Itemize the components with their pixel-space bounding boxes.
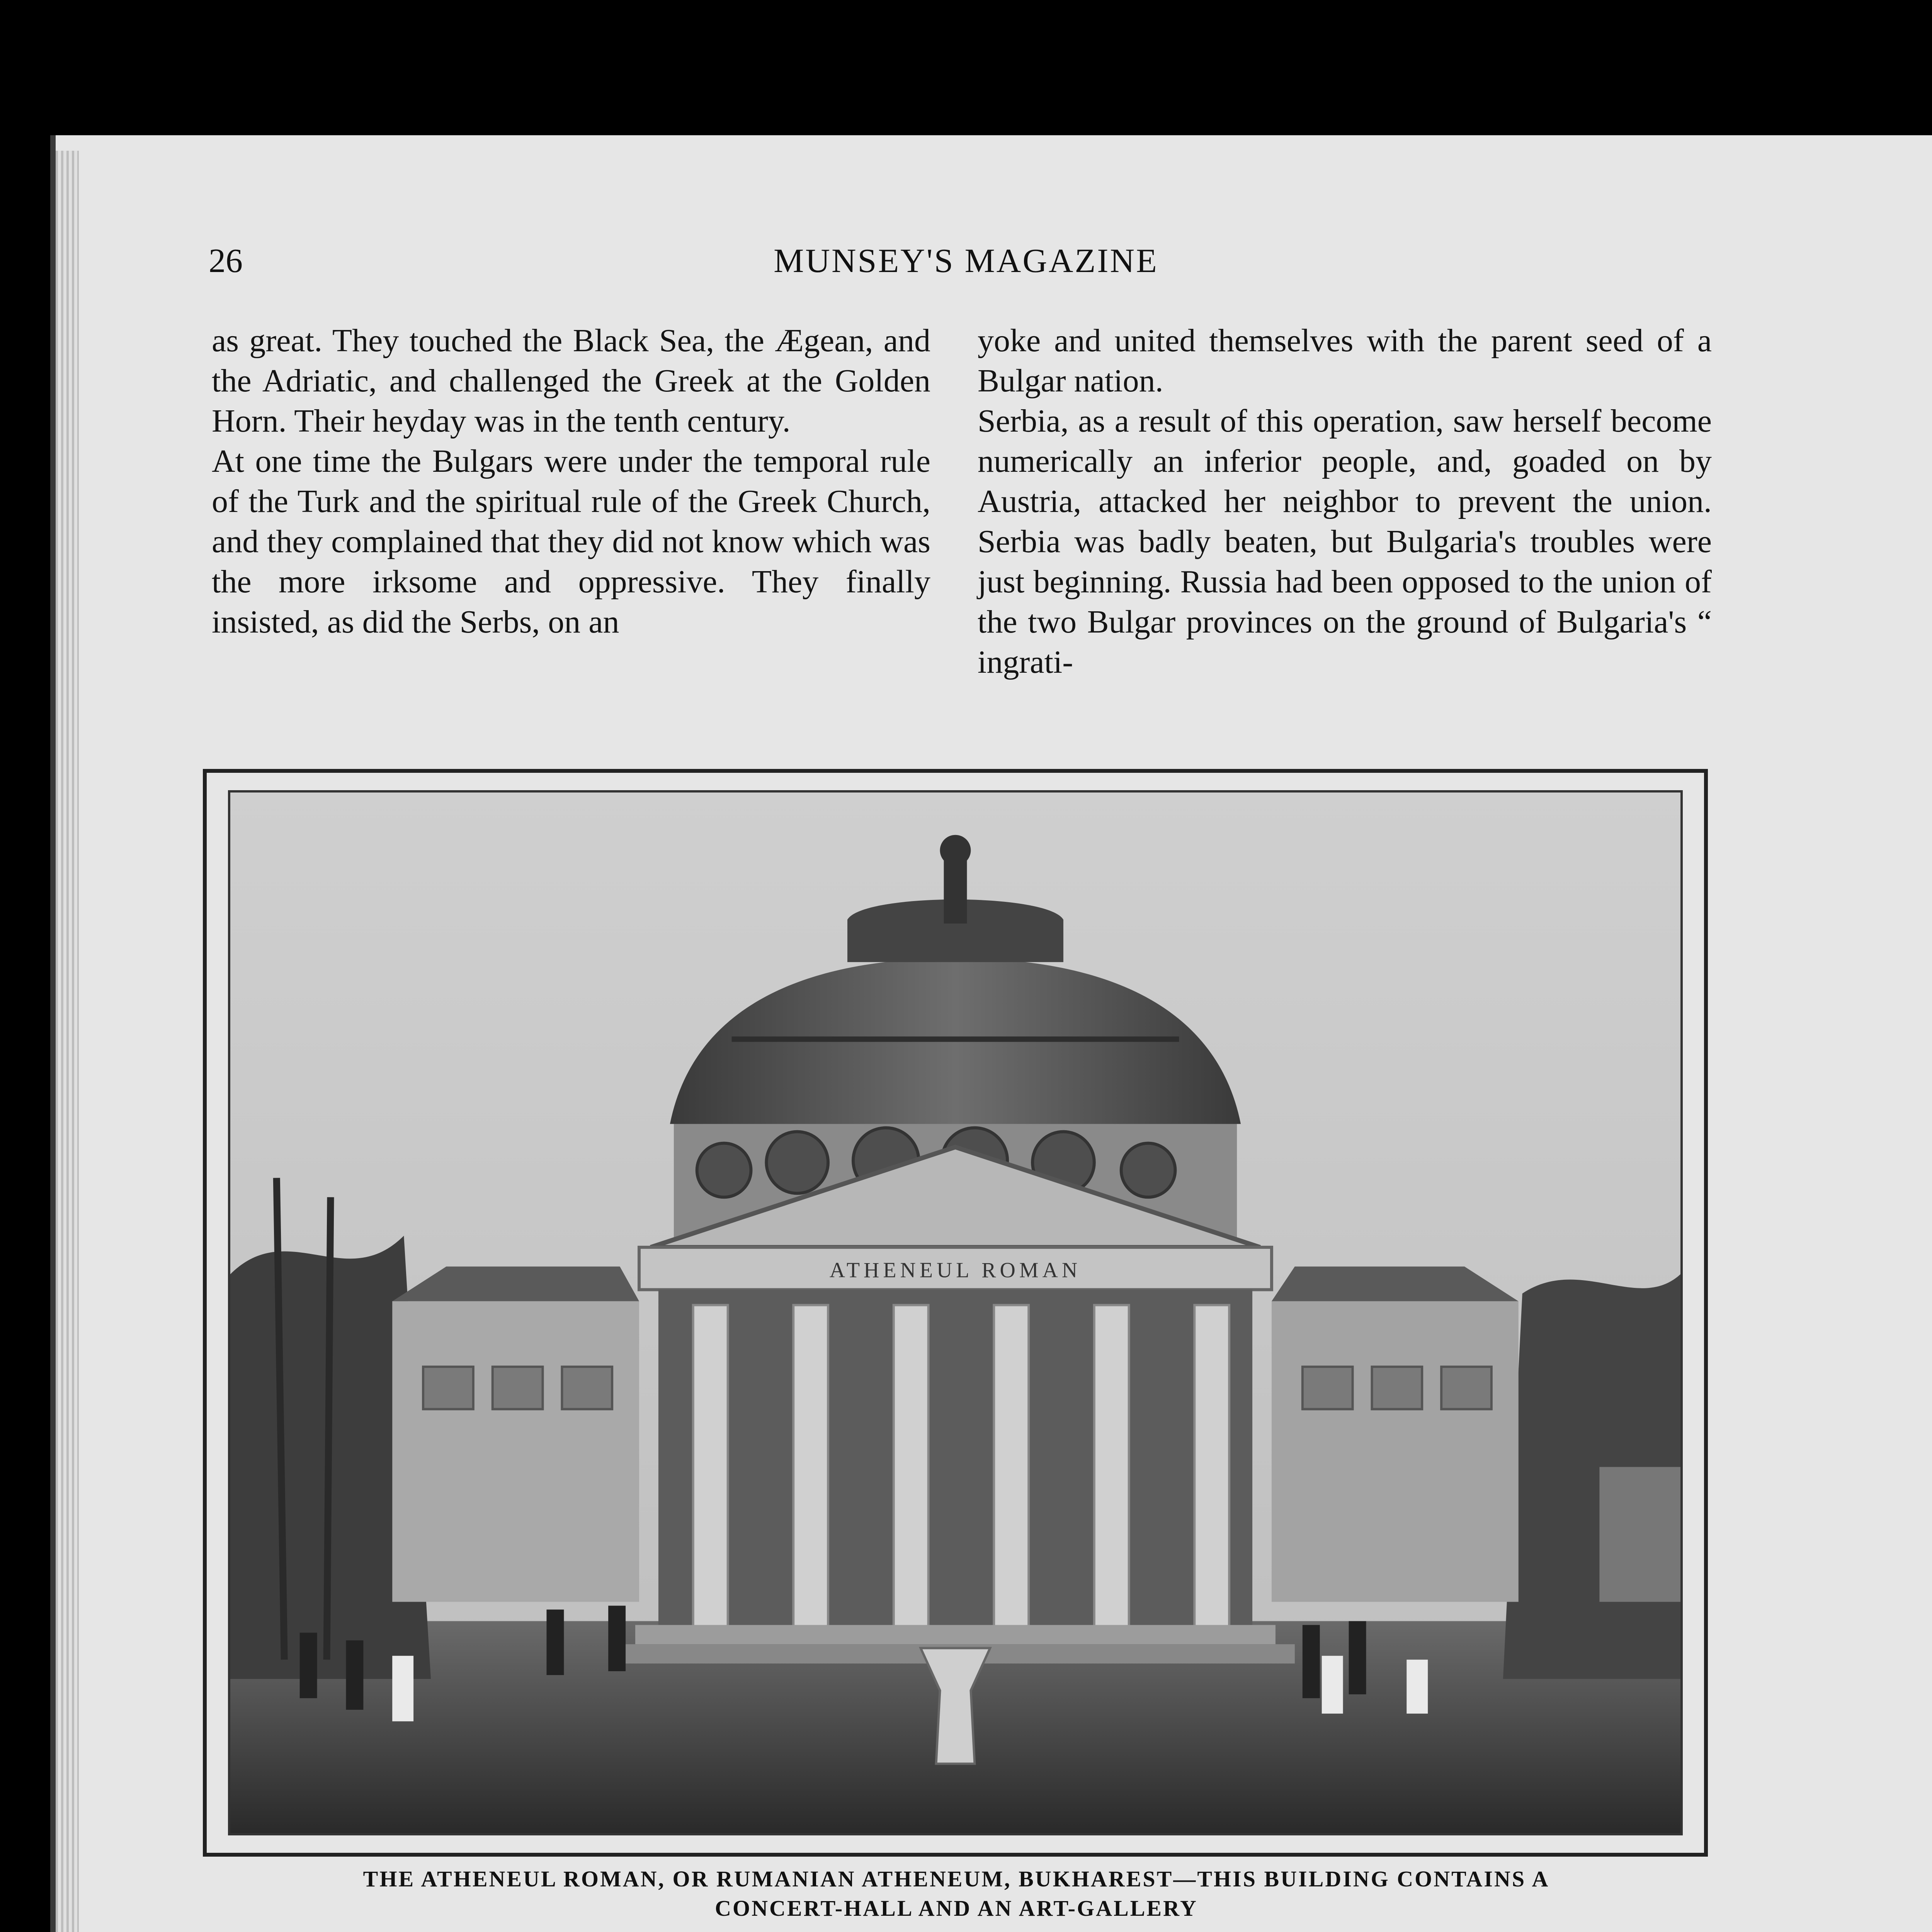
text-column-top-right: yoke and united themselves with the parent seed of a Bulgar nation. Serbia, as a result of this operation, saw herself become numerically an inferior people, and, goaded on by Austria, attacked her neighbor to prevent the union. Serbia was badly beaten, but Bulgaria's troubles were just beginning. Russia had been opposed to the union of the two Bulgar provinces on the ground of Bulgaria's “ ingrati- [978, 323, 1712, 680]
athenaeum-illustration [230, 793, 1680, 1833]
athenaeum-photo [228, 790, 1683, 1835]
text-column-top-left: as great. They touched the Black Sea, the Ægean, and the Adriatic, and challenged the Greek at the Golden Horn. Their heyday was in the tenth century. At one time the Bulgars were under the temporal rule of the Turk and the spiritual rule of the Greek Church, and they complained that they did not know which was the more irksome and oppressive. They finally insisted, as did the Serbs, on an [212, 323, 930, 640]
building-inscription: ATHENEUL ROMAN [829, 1258, 1082, 1282]
caption-line-1: THE ATHENEUL ROMAN, OR RUMANIAN ATHENEUM, BUKHAREST—THIS BUILDING CONTAINS A [363, 1866, 1550, 1891]
page-edge [56, 151, 79, 1932]
caption-line-2: CONCERT-HALL AND AN ART-GALLERY [715, 1896, 1198, 1921]
running-header [209, 242, 1723, 288]
figure-caption [216, 1864, 1696, 1923]
photo-figure [203, 769, 1708, 1857]
page-number: 26 [209, 242, 243, 280]
magazine-title: MUNSEY'S MAGAZINE [774, 242, 1158, 280]
